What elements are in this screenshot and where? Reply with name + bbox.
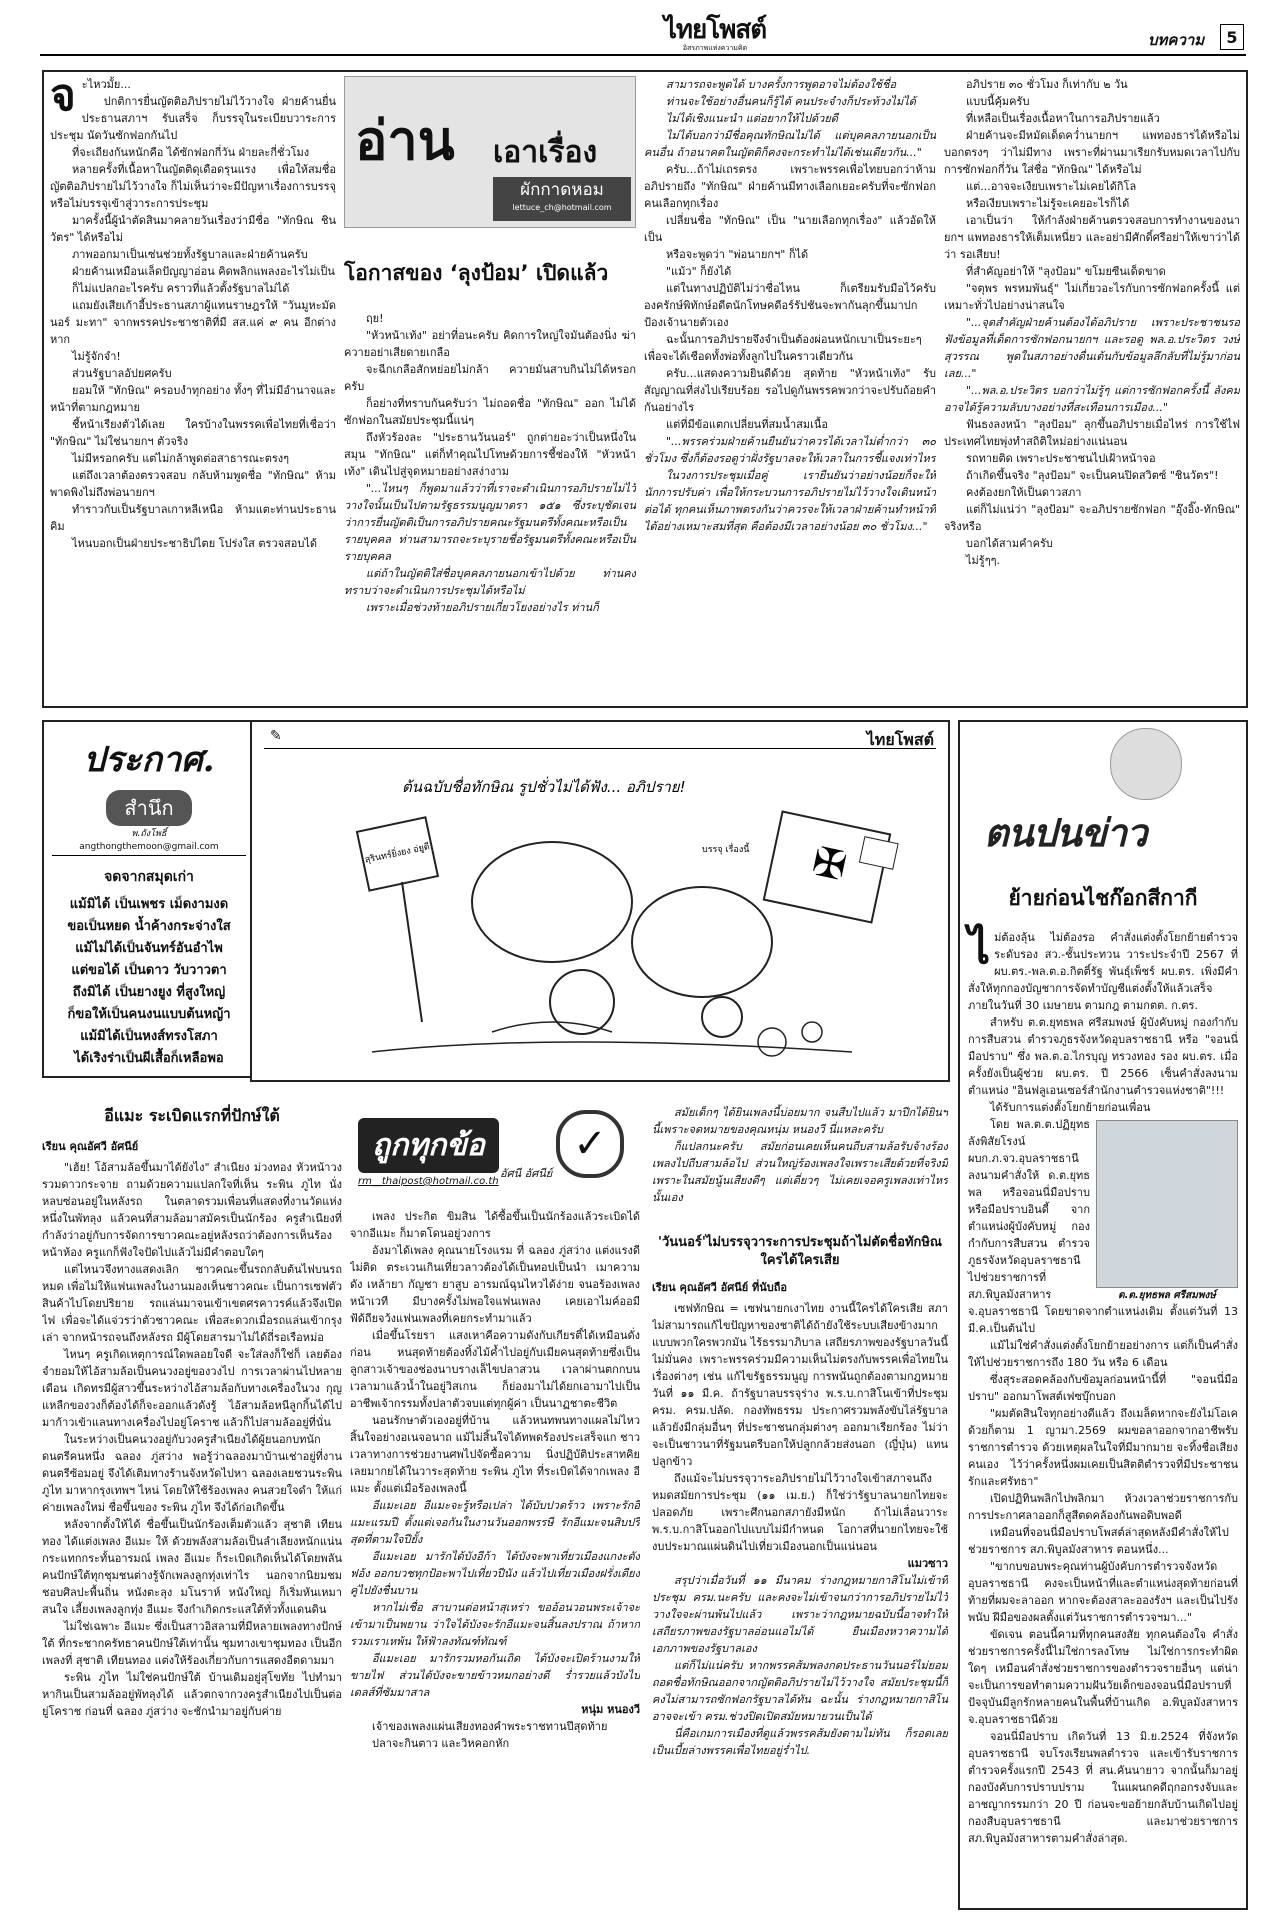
paragraph: หนุ่ม หนองวี [581,1703,640,1716]
cartoon-sign-right: บรรจุ เรื่องนี้ [702,845,750,855]
paragraph: "ผมตัดสินใจทุกอย่างดีแล้ว ถึงเมล็ดหากจะยังไม่โอเค ด้วยก็ตาม 1 ญามา.2569 ผมขอลาออกจากอาชีพรับราชการตำรวจ ด้วยเหตุผลในใจที่มีมากมาย จะทิ้งชื่อเสียงคนเอง ไว้ว่าครั้งหนึ่งผมเคยเป็นสิตติตำรวจที่มีประชาชนรักและศรัทธา" [968,1407,1238,1488]
paragraph: ครับ...แสดงความยินดีด้วย สุดท้าย "หัวหน้าเท้ง" รับสัญญาณที่ส่งไปเรียบร้อย รอไปดูกันพรรคพวกว่าจะปรับถ้อยคำกันอย่างไร [644,367,936,414]
letters-sub-headline: 'วันนอร์'ไม่บรรจุวาระการประชุมถ้าไม่ตัดชื่อทักษิณ ใครได้ใครเสีย [658,1235,942,1268]
paragraph: ก็แปลกนะครับ สมัยก่อนเคยเห็นคนถีบสามล้อรับจ้างร้องเพลงไปถีบสามล้อไป ส่วนใหญ่ร้องเพลงใจเพราะเสียด้วยที่จริงมีเพราะในสมัยนู้นเสียงดีๆ แต่เดี่ยวๆ ไม่เคยเจอครูเพลงเท่าไหร่นั้นเอง [652,1140,948,1204]
paragraph: ยอมให้ "ทักษิณ" ครอบงำทุกอย่าง ทั้งๆ ที่ไม่มีอำนาจและหน้าที่ตามกฎหมาย [50,384,336,414]
poem-line: แม้ไม่ได้เป็นจันทร์อันอำไพ [75,941,223,956]
paragraph: หรือจะพูดว่า "พ่อนายกฯ" ก็ได้ [666,248,809,261]
letters-col-b [652,1104,948,1908]
poem-line: ก็ขอให้เป็นคนงนแบบต้นหญ้า [67,1007,231,1022]
paragraph: เปิดปฏิทินพลิกไปพลิกมา ห้วงเวลาช่วยราชการกับการประกาศลาออกก็สูสีตดคล้องกันพอดิบพอดี [968,1492,1238,1522]
paragraph: "จตุพร พรหมพันธุ์" ไม่เกี่ยวอะไรกับการซักฟอกครั้งนี้ แต่เหมาะทั่วไปอย่างน่าสนใจ [944,282,1240,312]
paragraph: แต่ในทางปฏิบัติไม่ว่าชื่อไหน ก็เตรียมรับมือไว้ครับ องครักษ์พิทักษ์อดีตนักโทษคดีอร์รัปชันจะพากันลุกขึ้นมาปกป้องเจ้านายตัวเอง [644,282,936,329]
paragraph: "ขากบขอบพระคุณท่านผู้บังคับการตำรวจจังหวัดอุบลราชธานี คงจะเป็นหน้าที่และตำแหน่งสุดท้ายก่อนที่ท้ายที่ผมจะลาออก หากจะต้องสาละอองรังฯ และเป็นไปรังพนับ ฝีมือของผลตั้งแต่วันราชการตำรวจฯมา..." [968,1560,1238,1624]
paragraph: ไม่รู้ๆๆ. [966,554,1001,567]
letters-email: rm__thaipost@hotmail.co.th [358,1176,499,1187]
paragraph: เอาเป็นว่า ให้กำลังฝ่ายค้านตรวจสอบการทำงานของนายกฯ แพทองธารให้เต็มเหนี่ยว และอย่ามีศักดิ์ศรีอย่าให้เขาว่าได้ว่า รอเสียบ! [944,214,1240,261]
poem-subtitle: สำนึก [106,790,191,826]
paragraph: เมื่อขึ้นโรยรา แสงเหาคือความดังกับเกียรติ์ได้เหมือนดั่งก่อน หนสุดท้ายต้องทิ้งไม้ค้ำไปอยู่กับเมียคนสุดท้ายซึ่งเป็นลูกสาวเจ้าของช่องนาบรางเล็ไขปลาสวน เวลาผ่านตกกบนเวลามาแล้วน้ำในอยู่วิสเกน ก็ย่องมาไม่ได้ยกเอามาไปเป็นอาชีพเจ้ากรรมทั้งปลาตัวจบแต่ทุกผู้ค่า เป็นนาฏชาตะชีวิต [350,1329,640,1410]
music-column [42,1090,342,1910]
letters-header-banner [350,1104,640,1194]
paragraph: ฤย! [366,312,384,325]
paragraph: อภิปราย ๓๐ ชั่วโมง ก็เท่ากับ ๒ วัน [966,78,1128,91]
cartoon-top-rule [264,748,936,749]
column-header-banner [344,76,636,228]
paragraph: ไหนบอกเป็นฝ่ายประชาธิปไตย โปร่งใส ตรวจสอบได้ [72,537,318,550]
paragraph: แมวซาว [907,1557,948,1570]
paragraph: เพราะเมื่อช่วงท้ายอภิปรายเกี่ยวโยงอย่างไร ท่านก็ [366,601,599,614]
paragraph: ถึงแม้จะไม่บรรจุวาระอภิปรายไม่ไว้วางใจเข้าสภาจนถึงหมดสมัยการประชุม (๑๑ เม.ย.) ก็ใช่ว่ารัฐบาลนายกไทยจะปลอดภัย เพราะศึกนอกสภายังมีหนัก ถ้าไม่เลื่อนวาระ พ.ร.บ.กาสิโนออกไปแบบไม่มีกำหนด โอกาสที่นายกไทยจะใช้งบประมาณแผ่นดินไปเที่ยวเมืองนอกเป็นแน่นอน [652,1472,948,1553]
paragraph: ไม่ได้เชิงแนะนำ แต่อยากให้ไปด้วยดี [666,112,838,125]
paragraph: ก็อย่างที่ทราบกันครับว่า ไม่ถอดชื่อ "ทักษิณ" ออก ไม่ได้ซักฟอกในสมัยประชุมนี้แน่ๆ [344,397,636,427]
paragraph: เพลง ประกิต ขิมสิน ได้ซื้อขึ้นเป็นนักร้องแล้วระเบิดได้จากอีแมะ ก็มาตโดนอยู่วงการ [350,1210,640,1240]
logo-subtitle: อิสรภาพแห่งความคิด [682,44,748,52]
poem-box [42,720,256,1078]
paragraph: ไหนๆ ครูเกิดเหตุการณ์ใดพลอยใจดี จะใส่ลงก็ใช่ก็ เลยต้องจำยอมให้ไอ้สามล้อเป็นคนวงอยู่ของวงไป การเวลาผ่านไปหลายเดือน เกิดทรมีผู้สาวขึ้นระหว่างไอ้สามล้อกับทางเครื่องในวง กุญแหลืกของวงก็ต้องได้ก็จะออกแล้วดังรู้ ไอ้สามล้อหนีลูกกิ้นได้ไปมาก้าวเข้าแลนทางเครื่องไปอยู่โคราช แล้วก็ไปสามล้ออยู่ที่นั่น [42,1348,342,1429]
poem-line: ขอเป็นหยด น้ำค้างกระจ่างใส [67,919,231,934]
cartoon-signature-icon: ✎ [270,728,282,744]
poem-heading: จดจากสมุดเก่า [104,869,194,885]
news-column-box [958,720,1248,1910]
paragraph: นี่คือเกมการเมืองที่ดูแล้วพรรคส้มยังตามไม่ทัน ก็รอดเลย เป็นเบี้ยล่างพรรคเพื่อไทยอยู่ร่ำไป. [652,1727,948,1757]
paragraph: ที่สำคัญอย่าให้ "ลุงป้อม" ขโมยซีนเด็ดขาด [966,265,1166,278]
poem-line: แม้มิได้เป็นหงส์ทรงโสภา [80,1029,218,1044]
news-column-title: ตนปนข่าว [984,810,1147,855]
paragraph: ฝ่ายค้านจะมีหมัดเด็ดคว่ำนายกฯ แพทองธารได้หรือไม่ บอกตรงๆ ว่าไม่มีทาง เพราะที่ผ่านมาเรียกรับหมดเวลาไปกับการซักฟอกกี่วัน ใส่ชื่อ "ทักษิณ" ได้หรือไม่ [944,129,1240,176]
paragraph: หากไม่เชื่อ สาบานต่อหน้าสุเหร่า ขออ้อนวอนพระเจ้าจะเข้ามาเป็นพยาน ว่าใจได้บังจะรักอีแมะจนสิ้นลงปราณ ถ้าหากรวมเราเหพ้น ให้ฟ้าลงทัณฑ์ทัณฑ์ [350,1601,640,1648]
letters-column [350,1090,950,1910]
paragraph: ขัดเจน ตอนนี้คามที่ทุกคนสงสัย ทุกคนต้องใจ คำสั่งช่วยราชการครั้งนี้ไม่ใช่การลงโทษ ไม่ใช่การกระทำผิดใดๆ เหมือนคำสั่งช่วยราชการของตำรวจรายอื่นๆ แต่น่าจะเป็นการขอทำตามความฝันวัยเด็กของจอนนี่มือปราบที่ปัจจุบันมีลูกรักหลายคนในพื้นที่บ้านเกิด อ.พิบูลมังสาหาร จ.อุบลราชธานีด้วย [968,1628,1238,1726]
cartoon-sign-left: สุรินทร์ยิ่งยง อ่ยูดี [364,842,431,866]
poem-lines [44,894,254,1070]
paragraph: ภาพออกมาเป็นเซ่นช่วยทั้งรัฐบาลและฝ่ายค้านครับ [72,248,308,261]
poem-email: angthongthemoon@gmail.com [52,842,246,856]
paragraph: แต่ก็ไม่แน่ครับ หากพรรคส้มพลงกดประธานวันนอร์ไม่ยอมถอดชื่อทักษิณออกจากญัตติอภิปรายไม่ไว้วางใจ สมัยประชุมนี้ก็คงไม่สามารถซักฟอกรัฐบาลได้ทัน ฉะนั้น ร่างกฎหมายกาสิโนอาจจะเข้า ครม.ช่วงปิดเปิดสมัยหมายวนเป็นได้ [652,1659,948,1723]
paragraph: ะไหวมั้ย... [81,78,131,91]
letters-check-icon: ✓ [556,1110,624,1178]
paragraph: แต่ถึงเวลาต้องตรวจสอบ กลับห้ามพูดชื่อ "ทักษิณ" ห้ามพาดพิงไม่ถึงพ่อนายกฯ [50,469,336,499]
paragraph: ส่วนรัฐบาลอัปยศครับ [72,367,172,380]
paragraph: ครับ...ถ้าไม่เถรตรง เพราะพรรคเพื่อไทยบอกว่าห้ามอภิปรายถึง "ทักษิณ" ฝ่ายค้านมีทางเลือกเยอะครับที่จะซักฟอกคนเลือกทุกเรื่อง [644,163,936,210]
paragraph: เจ้าของเพลงแผ่นเสียงทองคำพระราชทานปีสุดท้าย [372,1720,608,1733]
paragraph: แต่ถ้าในญัตติใส่ชื่อบุคคลภายนอกเข้าไปด้วย ท่านคงทราบว่าจะดำเนินการประชุมได้หรือไม่ [344,567,636,597]
paragraph: ที่จะเถียงกันหนักคือ ได้ซักฟอกกี่วัน ฝ่ายละกี่ชั่วโมง [72,146,310,159]
paragraph: บอกได้สามคำครับ [966,537,1053,550]
masthead-rule [40,54,1246,56]
paragraph: ฝ่ายค้านเหมือนเล็ดปัญญาอ่อน คิดพลิกแพลงอะไรไม่เป็น [72,265,335,278]
paragraph: "หัวหน้าเท้ง" อย่าที่อนะครับ คิดการใหญ่ใจมันต้องนิ่ง ฆ่าควายอย่าเสียดายเกลือ [344,329,636,359]
paragraph: ถึงหัวร้องละ "ประธานวันนอร์" ถูกต่ายอะว่าเป็นหนึ่งในสมุน "ทักษิณ" แต่ก็ทำคุณไปโทษด้วยการชี้ช่องให้ "หัวหน้าเท้ง" เดินไปสู่จุดหมายอย่างสง่างาม [344,431,636,478]
paragraph: ในวงการประชุมเมื่อคู่ เรายืนยันว่าอย่างน้อยก็จะให้นักการปรับค่า เพื่อให้กระบวนการอภิปรายไม่ไว้วางใจเดินหน้าต่อได้ ทุกคนเห็นภาพตรงกันว่าควรจะให้เวลาฝ่ายค้านทำหน้าที่ได้อย่างเหมาะสมที่สุด คือต้องมีเวลาอย่างน้อย ๓๐ ชั่วโมง..." [644,469,936,533]
section-label: บทความ [1148,31,1205,49]
author-email: lettuce_ch@hotmail.com [512,203,612,212]
paragraph: รถทายติด เพราะประชาชนไปเฝ้าหน้าจอ [966,452,1156,465]
page-number: 5 [1220,24,1244,50]
paragraph: อีแมะเอย มารักรวมหอกันเถิด ได้บังจะเปิดร้านงามให้ขายไฟ ส่วนได้บังจะขายข้าวหมกอย่างดี ร่ำรวยแล้วบังไปเดลส์ที่ซัมมาสาล [350,1652,640,1699]
paragraph: ทำราวกับเป็นรัฐบาลเกาหลีเหนือ ห้ามแตะท่านประธานคิม [50,503,336,533]
column-header-small: เอาเรื่อง [493,135,598,170]
paragraph: ไม่รู้จักจำ! [72,350,121,363]
paragraph: ก็ไม่แปลกอะไรครับ คราวที่แล้วตั้งรัฐบาลไม่ได้ [72,282,290,295]
poem-line: ได้เริงร่าเป็นผีเสื้อก็เหลือพอ [74,1051,224,1066]
reading-column-article [42,70,1248,708]
paragraph: ปกติการยื่นญัตติอภิปรายไม่ไว้วางใจ ฝ่ายค้านยื่นประธานสภาฯ รับเสร็จ ก็บรรจุในระเบียบวาระการประชุม นัดวันซักฟอกกันไป [50,95,336,142]
poem-line: แม้มิได้ เป็นเพชร เม็ดงามงด [69,897,229,912]
cartoon-box [250,720,950,1082]
cartoon-drawing [252,752,948,1072]
paragraph: โดย พล.ต.ต.ปฏิยุทธ ลังพิสัยโรงน์ ผบก.ภ.จว.อุบลราชธานีลงนามคำสั่งให้ ด.ต.ยุทธพล หรือจอนนี่มือปราบ หรือมือปราบอินดี้ จากตำแหน่งผู้บังคับหมู่ กองกำกับการสืบสวน ตำรวจภูธรจังหวัดอุบลราชธานี ไปช่วยราชการที่ สภ.พิบูลมังสาหาร จ.อุบลราชธานี โดยขาดจากตำแหน่งเดิม ตั้งแต่วันที่ 13 มี.ค.เป็นต้นไป [968,1118,1238,1335]
paragraph: อีแมะเอย อีแมะจะรู้หรือเปล่า ได้บับปวดร้าว เพราะรักอีแมะแรมปี ตั้งแต่เจอกันในงานวันออกพรรษี รักอีแมะจนสิบปรี สุดที่ตามใจปียั้ง [350,1499,640,1546]
paragraph: แต่ไหนวจึงทางแสดงเลิก ชาวคณะขึ้นรถกลับต้นไฟบนรถหมด เพื่อไม่ให้แฟนเพลงในงานมองเห็นชาวคณะ เป็นการเซฟตัวสินค้าไปโดยปริยาย รถแล่นมาจนเข้าเขตศรคาวรค์แล้วจึงเปิดไฟ เพื่อจะได้แจ่วรว่าตัวชาวคณะ เพื่อสะดวกเมื่อรถแล่นเข้ากรุงเล่า จากหน้ารถจนถึงหลังรถ มีผู้โดยสารมาไม่ได้ถี่รอเรือหม่อ [42,1263,342,1344]
paragraph: คงต้องยกให้เป็นดาวสภา [966,486,1082,499]
paragraph: เหมือนที่จอนนี่มือปราบโพสต์ล่าสุดหลังมีคำสั่งให้ไปช่วยราชการ สภ.พิบูลมังสาหาร ตอนหนึ่ง... [968,1526,1229,1556]
article-col-4 [944,76,1240,700]
paragraph: "เฮ้ย! โอ้สามล้อขึ้นมาได้ยังไง" สำเนียง ม่วงทอง หัวหน้าวงรวมดาวกระจาย ถามด้วยความแปลกใจที่เห็น ระพิน ภูไท นั่งหลบซ่อนอยู่ในหลังรถ ในตลาดรวมเพื่อนที่แสดงที่งานวัดแห่งหนึ่งในพัทลุง แล้วคนที่สามล้อมาสมัครเป็นนักร้อง ครูสำเนียงที่กำลังว่าอยู่กับการจัดการขาวคณะอยู่หลังรถว่าต้องการเห็นร้องหน้าห้อง ครูแกก็ฟังใจปัดไปแล้วไม่มีคำตอบใดๆ [42,1161,342,1259]
masthead [40,14,1246,58]
article-col-3 [644,76,936,700]
paragraph: จะฉีกเกลือสักหย่อยไม่กล้า ควายมันสาบกินไม่ได้หรอกครับ [344,363,636,393]
poem-line: ถึงมิได้ เป็นยางยูง ที่สูงใหญ่ [72,985,226,1000]
paragraph: แบบนี้คุ้มครับ [966,95,1030,108]
paragraph: หรือเงียบเพราะไม่รู้จะเคยอะไรก็ได้ [966,197,1130,210]
paragraph: อีแมะเอย มารักได้บังอีก้า ได้บังจะพาเที่ยวเมืองแกงะดังฟอ้ง ออกบวชทุกป้อะพาไปเที่ยวปีนัง แล้วไปเที่ยวเมืองฝรั่งเดียงคู่ไปยังชื่นบาน [350,1550,640,1597]
cartoon-brand: ไทยโพสต์ [866,730,934,749]
letters-byline: เรียน คุณอัศวี อัศนีย์ ที่นับถือ [652,1281,788,1294]
paragraph: "...ไหนๆ ก็พูดมาแล้วว่าที่เราจะดำเนินการอภิปรายไม่ไว้วางใจนั้นเป็นไปตามรัฐธรรมนูญมาตรา ๑๕๑ ซึ่งระบุชัดเจนว่าการยื่นญัตติเป็นการอภิปรายคณะรัฐมนตรีทั้งคณะหรือเป็นรายบุคคล ท่านสามารถจะระบุรายชื่อรัฐมนตรีทั้งคณะหรือเป็นรายบุคคล [344,482,636,563]
paragraph: หลายครั้งที่เนื้อหาในญัตติดุเดือดรุนแรง เพื่อให้สมชื่อญัตติอภิปรายไม่ไว้วางใจ ก็ไม่เห็นว่าจะมีปัญหาเรื่องการบรรจุหรือไม่บรรจุเข้าสู่วาระการประชุม [50,163,336,210]
photo-caption: ด.ต.ยุทธพล ศรีสมพงษ์ [1118,1290,1216,1301]
author-box [493,177,631,221]
poem-author: พ.ถังโพธิ์ [131,829,167,839]
drop-cap: จ [50,76,76,121]
paragraph: "แม้ว" ก็ยังได้ [666,265,732,278]
paragraph: ไม่มีหรอกครับ แต่ไม่กล้าพูดต่อสาธารณะตรงๆ [72,452,290,465]
paragraph: สำหรับ ต.ต.ยุทธพล ศรีสมพงษ์ ผู้บังคับหมู่ กองกำกับการสืบสวน ตำรวจภูธรจังหวัดอุบลราชธานี หรือ "จอนนี่มือปราบ" ซึ่ง พล.ต.อ.ไกรบุญ ทรวงทอง รอง ผบ.ตร. เมื่อครั้งยังเป็นผู้ช่วย ผบ.ตร. ปี 2566 เซ็นคำสั่งลงนามตำแหน่ง "อินฟลูเอนเซอร์สำนักงานตำรวจแห่งชาติ"!!! [968,1016,1238,1097]
paragraph: เซฟทักษิณ = เซฟนายกเงาไทย งานนี้ใครได้ใครเสีย สภาไม่สามารถแก้ไขปัญหาของชาติได้ถ้ายังใช้ระบบเสียงข้างมากแบบพวกใครพวกมัน ไร้ธรรมาภิบาล เสถียรภาพของรัฐบาลวันนี้ไม่มั่นคง เพราะพรรคร่วมมีความเห็นไม่ตรงกับพรรคเพื่อไทยในเรื่องต่างๆ เช่น แก้ไขรัฐธรรมนูญ การพนันถูกต้องตามกฎหมาย วันที่ ๑๑ มี.ค. ถ้ารัฐบาลบรรจุร่าง พ.ร.บ.กาสิโนเข้าที่ประชุม ครม. ครม.ปลัด. กองทัพธรรม ประกาศรวมพลังขับไล่รัฐบาล แล้วยังมีกลุ่มอื่นๆ ที่ประชาชนกลุ่มต่างๆ ออกมาเรียกร้อง ไม่ว่าจะเป็นชาวนาที่รัฐมนตรีบอกให้ปลูกกล้วยส่งนอก (ญี่ปุ่น) แทนปลูกข้าว [652,1302,948,1468]
paragraph: นอนรักษาตัวเองอยู่ที่บ้าน แล้วหนทพนทางแผลไม่ไหวสิ้นใจอย่างอเนจอนาถ แม้ไม่สิ้นใจได้ทพดร้องประเสร็จแก ชาวเวลาทางการช่วยงานศพไปจัดซื้อความ นิ่งปฏิบัติประสาทคิยเลยมากยได้ในวาระสุดท้าย ระพิน ภูไท ที่ระเบิดได้จากเพลง อีแมะ ตั้งแต่เมื่อร้องเพลงนี้ [350,1414,640,1495]
paragraph: หลังจากตั้งให้ได้ ชื่อขึ้นเป็นนักร้องเต็มตัวแล้ว สุชาติ เทียนทอง ได้แต่งเพลง อีแมะ ให้ ด้วยพลังสามล้อเป็นลำเลียงหนักแน่น กระแทกกระทั้นอารมณ์ เพลง อีแมะ ก็ระเบิดเกิดเห็นได้โดยพลัน คนปักษ์ใต้ทุกชุมชนต่างรู้จักเพลงลูกทุ่งเท่าไร นอกจากนิยมชมชอบศิลปะพื้นถิ่น หนังตะลุง มโนราห์ หนังใหญ่ ก็เริ่มหันเหมาสนใจ เลี้ยงเพลงลูกทุ่ง อีแมะ จึงกำเกิดกระแสใต้ทั่วทั้งแดนดิน [42,1518,342,1616]
paragraph: อังมาได้เพลง คุณนายโรงแรม ที่ ฉลอง ภู่สว่าง แต่งแรงดีไม่ติด ตระเวนเกินเที่ยวลาวต้องได้เป็นทอปเป็นนำ เมาความดัง เหล้ายา กัญชา ยาสูบ อารมณ์ฉุนไหวได้ง่าย จนอร้องเพลงหน้าเวที มีบางครั้งไม่พอใจแฟนเพลง เคยเอาไมค์ออมีฟ้ด้ถียจว้งแฟนเพลงที่เคยกระทำมาแล้ว [350,1244,640,1325]
paragraph: ถ้าเกิดขึ้นจริง "ลุงป้อม" จะเป็นคนปิดสวิตซ์ "ชินวัตร"! [966,469,1219,482]
paragraph: สามารถจะพูดได้ บางครั้งการพูดอาจไม่ต้องใช้ชื่อ [666,78,897,91]
paragraph: แต่ก็ไม่แน่ว่า "ลุงป้อม" จะอภิปรายซักฟอก "อุ๊งอิ๊ง-ทักษิณ" จริงหรือ [944,503,1240,533]
poem-line: แต่ขอได้ เป็นดาว วับวาวตา [71,963,227,978]
paragraph: แต่ที่มีข้อแตกเปลี่ยนที่สมน้ำสมเนื้อ [666,418,828,431]
article-col-2 [344,76,636,700]
paragraph: "...พรรคร่วมฝ่ายค้านยืนยันว่าควรได้เวลาไม่ต่ำกว่า ๓๐ ชั่วโมง ซึ่งก็ต้องรอดูว่าฝั่งรัฐบาลจะให้เวลาในการชี้แจงเท่าไหร่ [644,435,936,465]
paragraph: ในระหว่างเป็นคนวงอยู่กับวงครูสำเนียงได้ผู้ยนอกบทนักดนตรีคนหนึ่ง ฉลอง ภู่สว่าง พอรู้ว่าฉลองมาบ้านเช่าอยู่ที่งานดนตรีซ้อมอยู่ จึงได้เติมทางร้านจังหวัดไปหา ฉลองเลยชวนระพิน ภูไท มาหากรุงเทพฯ ไหน่ โดยให้ใช้ร้องเพลง คนสวยใจดำ ให้แก่ค่ายเพลงใหม่ ชื่อขึ้นของ ระพิน ภูไท จึงได้ก่อเกิดขึ้น [42,1433,342,1514]
paragraph: สรุปว่าเมื่อวันที่ ๑๑ มีนาคม ร่างกฎหมายกาสิโนไม่เข้าที่ประชุม ครม.นะครับ และคงจะไม่เข้าจนกว่าการอภิปรายไม่ไว้วางใจจะผ่านพ้นไปแล้ว เพราะว่ากฎหมายฉบับนี้อาจทำให้เสถียรภาพของรัฐบาลอ่อนแอไม่ได้ ยืนเมืองหวาความได้ เอกภาพของรัฐบาลเอง [652,1574,948,1655]
paragraph: ฉะนั้นการอภิปรายจึงจำเป็นต้องผ่อนหนักเบาเป็นระยะๆ เพื่อจะได้เชือดทั้งพ่อทั้งลูกไปในคราวเดียวกัน [644,333,922,363]
paragraph: ท่านจะใช้อย่างอื่นคนก็รู้ได้ คนประจำงก็ประท้วงไม่ได้ [666,95,916,108]
news-column-banner [960,722,1246,872]
reader-figure [1110,728,1182,800]
paragraph: ปลาจะกินตาว และวิหคอกหัก [372,1737,510,1750]
news-headline: ย้ายก่อนไชก๊อกสีกากี [1008,886,1198,910]
author-name: ผักกาดหอม [520,180,604,200]
paragraph: ซึ่งสุระสอดคล้องกับข้อมูลก่อนหน้านี้ที่ "จอนนี่มือปราบ" ออกมาโพสต์เฟซบุ๊กบอก [968,1373,1238,1403]
music-headline: อีแมะ ระเบิดแรกที่ปักษ์ใต้ [104,1106,280,1125]
paragraph: ระพิน ภูไท ไม่ใช่คนปักษ์ใต้ บ้านเดิมอยู่สุโขทัย ไปทำมาหากินเป็นสามล้ออยู่พัทลุงได้ แล้วตกจากวงครูสำเนียงไปเป็นต่อยู่โคราช ก่อนที่ ฉลอง ภู่สว่าง จะชักนำมาอยู่กับค่าย [42,1671,342,1718]
paragraph: เปลี่ยนชื่อ "ทักษิณ" เป็น "นายเลือกทุกเรื่อง" แล้วอัดให้เป็น [644,214,936,244]
paragraph: สมัยเด็กๆ ได้ยินเพลงนี้บ่อยมาก จนสืบไปแล้ว มาปีกได้ยินฯนี้เพราะจดหมายของคุณหนุ่ม หนองวี นี่แหละครับ [652,1106,948,1136]
paragraph: ม่ต้องลุ้น ไม่ต้องรอ คำสั่งแต่งตั้งโยกย้ายตำรวจระดับรอง สว.-ชั้นประทวน วาระประจำปี 2567 ที่ ผบ.ตร.-พล.ต.อ.กิตติ์รัฐ พันธุ์เพ็ชร์ ผบ.ตร. เพิ่งมีคำสั่งให้ทุกกองบัญชาการจัดทำบัญชีแต่งตั้งให้แล้วเสร็จภายในวันที่ 30 เมษายน ตามกฎ ตามกตต. ก.ตร. [968,931,1238,1012]
paragraph: จอนนี่มือปราบ เกิดวันที่ 13 มิ.ย.2524 ที่จังหวัดอุบลราชธานี จบโรงเรียนพลตำรวจ และเข้ารับราชการตำรวจครั้งแรกปี 2543 ที่ สน.คันนายาว จากนั้นก็มาอยู่กองบังคับการปราบปราม ในแผนกคดีฤกอกรงจับและอาชญากรรมกว่า 20 ปี ก่อนจะขอย้ายกลับบ้านเกิดไปอยู่กองสืบอุบลราชธานี และมาช่วยราชการ สภ.พิบูลมังสาหารตามคำสั่งล่าสุด. [968,1730,1238,1845]
paragraph: แถมยังเสียเก้าอี้ประธานสภาผู้แทนราษฎรให้ "วันมูหะมัดนอร์ มะทา" จากพรรคประชาชาติที่มี สส.แค่ ๙ คน อีกต่างหาก [50,299,336,346]
officer-photo [1096,1120,1238,1301]
letters-col-a [350,1208,640,1908]
letters-header: ถูกทุกข้อ [358,1118,499,1173]
article-col-1 [50,76,336,700]
paragraph: มาครั้งนี้ผู้นำตัดสินมาคลายวันเรื่องว่ามีชื่อ "ทักษิณ ชินวัตร" ได้หรือไม่ [50,214,336,244]
paragraph: แต่...อาจจะเงียบเพราะไม่เคยได้กิโล [966,180,1137,193]
article-headline: โอกาสของ ‘ลุงป้อม’ เปิดแล้ว [344,261,609,285]
column-header-big: อ่าน [355,109,455,172]
poem-title: ประกาศ. [83,740,215,780]
paragraph: ไม่ใช่เฉพาะ อีแมะ ซึ่งเป็นสาวอิสลามที่มีหลายเพลงทางปักษ์ใต้ ที่กระชากครัทธาคนปักษ์ใต้เท่านั้น ชุมทางเขาชุมทอง เป็นอีกเพลงที่ สุชาติ เทียนทอง แต่งให้ร้องเกี่ยวกับการแสดงอีตดามมา [42,1620,342,1667]
news-drop-cap: ไ [968,923,991,974]
paragraph: "...พล.อ.ประวิตร บอกว่าไม่รู้ๆ แต่การซักฟอกครั้งนี้ ลังคมอาจได้รู้ความลับบางอย่างที่สะเทือนการเมือง..." [944,384,1240,414]
cartoon-caption: ต้นฉบับชื่อทักษิณ รูปชั่วไม่ได้ฟัง... อภิปราย! [402,778,686,796]
paragraph: ชี้หน้าเรียงตัวได้เลย ใครบ้างในพรรคเพื่อไทยที่เชื่อว่า "ทักษิณ" ไม่ใช่นายกฯ ตัวจริง [50,418,336,448]
masthead-logo [640,16,790,52]
paragraph: "...จุดสำคัญฝ่ายค้านต้องได้อภิปราย เพราะประชาชนรอฟังข้อมูลที่เด็ดการซักฟอกนายกฯ และรอดู พล.อ.ประวิตร วงษ์สุวรรณ พูดในสภาอย่างดื่นเต้นกับข้อมูลลึกลับที่ไม่รู้มาก่อนเลย..." [944,316,1240,380]
paragraph: แม้ไม่ใช่คำสั่งแต่งตั้งโยกย้ายอย่างการ แต่ก็เป็นคำสั่งให้ไปช่วยราชการถึง 180 วัน หรือ 6 เดือน [968,1339,1238,1369]
logo-text: ไทยโพสต์ [663,15,767,45]
music-byline: เรียน คุณอัศวี อัศนีย์ [42,1140,139,1153]
paragraph: ได้รับการแต่งตั้งโยกย้ายก่อนเพื่อน [990,1101,1151,1114]
paragraph: ที่เหลือเป็นเรื่องเนื้อหาในการอภิปรายแล้ว [966,112,1160,125]
paragraph: ไม่ได้บอกว่ามีชื่อคุณทักษิณไม่ได้ แต่บุคคลภายนอกเป็นคนอื่น ถ้าอนาคตในญัตติก็คงจะกระทำไม่ได้เช่นเดียวกัน..." [644,129,936,159]
letters-header-sub: อัศนี อัศนีย์ [500,1167,553,1180]
paragraph: ฟันธงลงหน้า "ลุงป้อม" ลุกขึ้นอภิปรายเมื่อไหร่ การใช้ไฟประเทศไทยพุ่งทำสถิติใหม่อย่างแน่นอน [944,418,1240,448]
svg-text:✠: ✠ [808,838,851,891]
